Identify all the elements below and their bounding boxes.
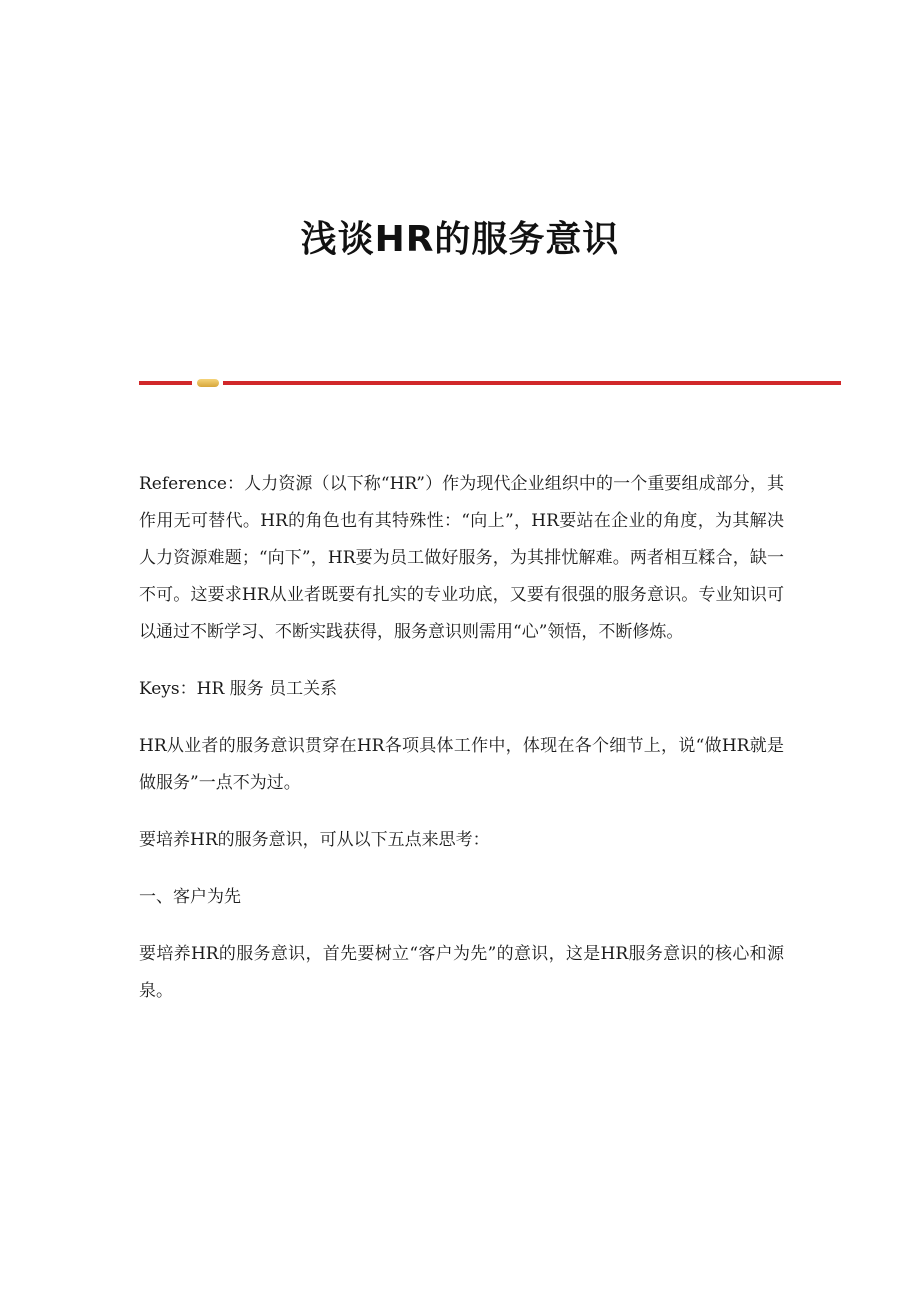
divider-right-bar xyxy=(223,381,841,385)
section-heading: 一、客户为先 xyxy=(139,887,241,907)
body-paragraph: 要培养HR的服务意识，可从以下五点来思考： xyxy=(139,830,490,850)
divider-left-bar xyxy=(139,381,192,385)
abstract-paragraph: Reference：人力资源（以下称“HR”）作为现代企业组织中的一个重要组成部分，其作用无可替代。HR的角色也有其特殊性：“向上”，HR要站在企业的角度，为其解决人力资源难题；“向下”，HR要为员工做好服务，为其排忧解难。两者相互糅合，缺一不可。这要求HR从业者既要有扎实的专业功底，又要有很强的服务意识。专业知识可以通过不断学习、不断实践获得，服务意识则需用“心”领悟，不断修炼。 xyxy=(139,474,784,642)
body-paragraph: HR从业者的服务意识贯穿在HR各项具体工作中，体现在各个细节上，说“做HR就是做服务”一点不为过。 xyxy=(139,736,784,793)
body-paragraph: 要培养HR的服务意识，首先要树立“客户为先”的意识，这是HR服务意识的核心和源泉。 xyxy=(139,944,784,1001)
document-body xyxy=(139,466,784,1030)
title-divider xyxy=(139,378,841,388)
divider-ornament-icon xyxy=(197,379,219,387)
keywords-paragraph: Keys：HR 服务 员工关系 xyxy=(139,679,338,699)
page-title: 浅谈HR的服务意识 xyxy=(300,219,620,260)
